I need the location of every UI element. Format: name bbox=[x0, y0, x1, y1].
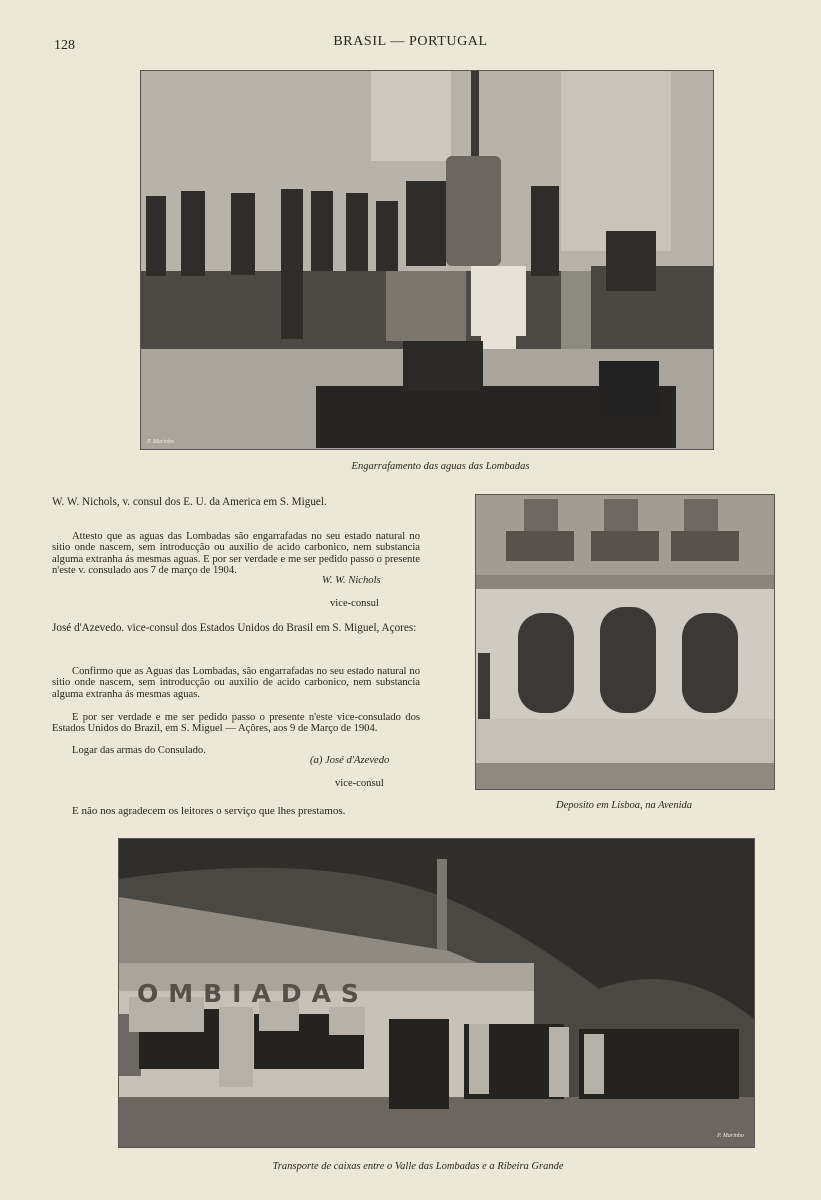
transport-photo-credit: P. Marinho bbox=[717, 1133, 744, 1139]
azevedo-title: vice-consul bbox=[335, 778, 384, 789]
running-head: BRASIL — PORTUGAL bbox=[333, 34, 488, 49]
bottling-caption: Engarrafamento das aguas das Lombadas bbox=[351, 461, 530, 472]
closing-line: E não nos agradecem os leitores o serviço que lhes prestamos. bbox=[72, 805, 346, 817]
bottling-photo bbox=[140, 70, 714, 450]
page-number: 128 bbox=[54, 38, 75, 53]
azevedo-heading: José d'Azevedo. vice-consul dos Estados Unidos do Brasil em S. Miguel, Açores: bbox=[52, 622, 417, 634]
nichols-title: vice-consul bbox=[330, 598, 379, 609]
seal-line: Logar das armas do Consulado. bbox=[72, 745, 206, 756]
nichols-body: Attesto que as aguas das Lombadas são engarrafadas no seu estado natural no sitio onde nascem, sem introducção ou auxilio de acido carbonico, nem substancia alguma extranha ás mesmas aguas. E por ser verdade e me ser pedido passo o presente n'este v. consulado aos 7 de março de 1904. bbox=[52, 530, 420, 577]
nichols-signature: W. W. Nichols bbox=[322, 575, 381, 586]
nichols-heading: W. W. Nichols, v. consul dos E. U. da America em S. Miguel. bbox=[52, 496, 327, 508]
transport-photo bbox=[118, 838, 755, 1148]
azevedo-body-1: Confirmo que as Aguas das Lombadas, são engarrafadas no seu estado natural no sitio onde nascem, sem introducção ou auxilio de acido carbonico, nem substancia alguma extranha ás mesmas aguas. bbox=[52, 665, 420, 700]
deposit-photo bbox=[475, 494, 775, 790]
deposit-caption: Deposito em Lisboa, na Avenida bbox=[555, 800, 692, 811]
azevedo-signature: (a) José d'Azevedo bbox=[310, 755, 390, 766]
azevedo-body-2: E por ser verdade e me ser pedido passo o presente n'este vice-consulado dos Estados Unidos do Brazil, em S. Miguel — Açôres, aos 9 de Março de 1904. bbox=[52, 711, 420, 735]
transport-caption: Transporte de caixas entre o Valle das Lombadas e a Ribeira Grande bbox=[272, 1161, 564, 1172]
bottling-photo-credit: P. Marinho bbox=[147, 439, 174, 445]
transport-sign: OMBIADAS bbox=[137, 979, 369, 1008]
